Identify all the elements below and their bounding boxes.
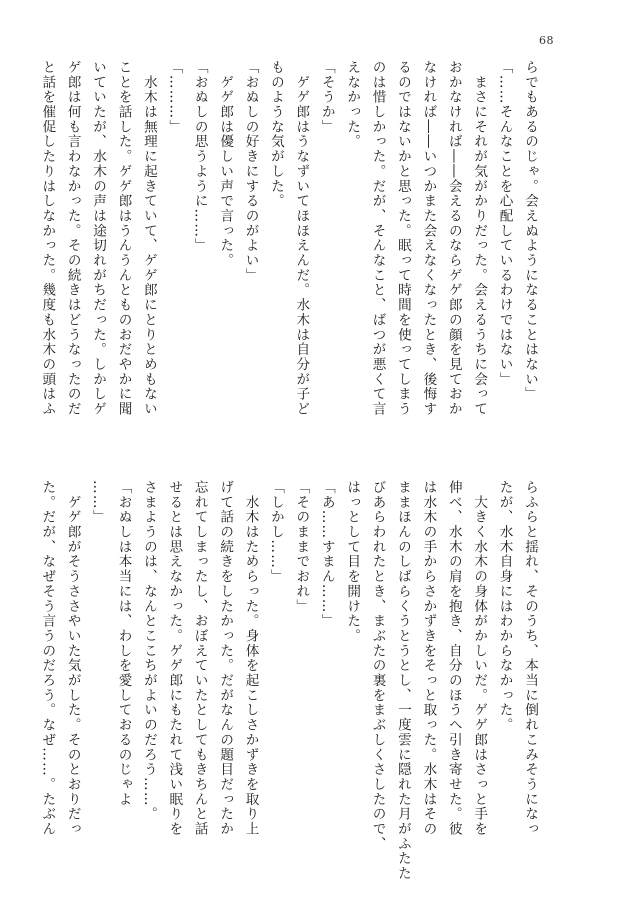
text-line: は水木の手からさかずきをそっと取った。水木はその <box>420 480 437 837</box>
text-line: らふらと揺れ、そのうち、本当に倒れこみそうになっ <box>522 480 538 837</box>
text-line: 大きく水木の身体がかしいだ。ゲゲ郎はさっと手を <box>471 480 488 837</box>
text-line: ゲゲ郎はうなずいてほほえんだ。水木は自分が子ど <box>293 60 310 417</box>
text-line: さまようのは、なんとここちがよいのだろう……。 <box>140 480 157 822</box>
text-line: えなかった。 <box>344 60 361 150</box>
text-line: はっとして目を開けた。 <box>344 480 361 644</box>
text-line: 水木はためらった。身体を起こしさかずきを取り上 <box>242 480 259 837</box>
text-block-lower <box>39 480 542 881</box>
text-line: なければ――いつかまた会えなくなったとき、後悔す <box>420 60 437 417</box>
text-line: 「おぬしの思うように……」 <box>191 60 208 254</box>
text-line: ゲ郎は何も言わなかった。その続きはどうなったのだ <box>64 60 81 417</box>
text-line: げて話の続きをしたかった。だがなんの題目だったか <box>217 480 234 837</box>
text-line: 「しかし……」 <box>267 480 284 584</box>
text-line: ……」 <box>90 480 107 525</box>
text-line: と話を催促したりはしなかった。幾度も水木の頭はふ <box>39 60 56 417</box>
text-line: おかなければ――会えるのならゲゲ郎の顔を見ておか <box>445 60 462 417</box>
text-line: のは惜しかった。だが、そんなこと、ばつが悪くて言 <box>369 60 386 417</box>
text-line: びあらわれたとき、まぶたの裏をまぶしくさしたので、 <box>369 480 386 852</box>
page-number: 68 <box>539 34 554 47</box>
text-line: 「おぬしは本当には、わしを愛しておるのじゃよ <box>115 480 132 807</box>
text-line: せるとは思えなかった。ゲゲ郎にもたれて浅い眠りを <box>166 480 183 837</box>
text-line: らでもあるのじゃ。会えぬようになることはない」 <box>522 60 538 402</box>
text-line: たが、水木自身にはわからなかった。 <box>496 480 513 733</box>
text-line: ゲゲ郎がそうささやいた気がした。そのとおりだっ <box>64 480 81 837</box>
text-line: 伸べ、水木の肩を抱き、自分のほうへ引き寄せた。彼 <box>445 480 462 837</box>
text-line: ことを話した。ゲゲ郎はうんうんとものおだやかに聞 <box>115 60 132 417</box>
text-line: 「あ……すまん……」 <box>318 480 335 629</box>
text-line: 「おぬしの好きにするのがよい」 <box>242 60 259 283</box>
text-line: ものような気がした。 <box>267 60 284 209</box>
text-line: ままほんのしばらくうとうとし、一度雲に隠れた月がふたた <box>394 480 411 881</box>
text-line: た。だが、なぜそう言うのだろう。なぜ……。たぶん <box>39 480 56 837</box>
text-line: ゲゲ郎は優しい声で言った。 <box>217 60 234 268</box>
text-line: 「………」 <box>166 60 183 135</box>
text-block-upper <box>39 60 542 452</box>
text-line: 「そのままでおれ」 <box>293 480 310 614</box>
text-line: るのではないかと思った。眠って時間を使ってしまう <box>394 60 411 417</box>
text-line: いていたが、水木の声は途切れがちだった。しかしゲ <box>90 60 107 417</box>
text-line: 「……そんなことを心配しているわけではない」 <box>496 60 513 387</box>
text-line: まさにそれが気がかりだった。会えるうちに会って <box>471 60 488 417</box>
text-line: 水木は無理に起きていて、ゲゲ郎にとりとめもない <box>140 60 157 417</box>
text-line: 忘れてしまったし、おぼえていたとしてもきちんと話 <box>191 480 208 837</box>
text-line: 「そうか」 <box>318 60 335 135</box>
